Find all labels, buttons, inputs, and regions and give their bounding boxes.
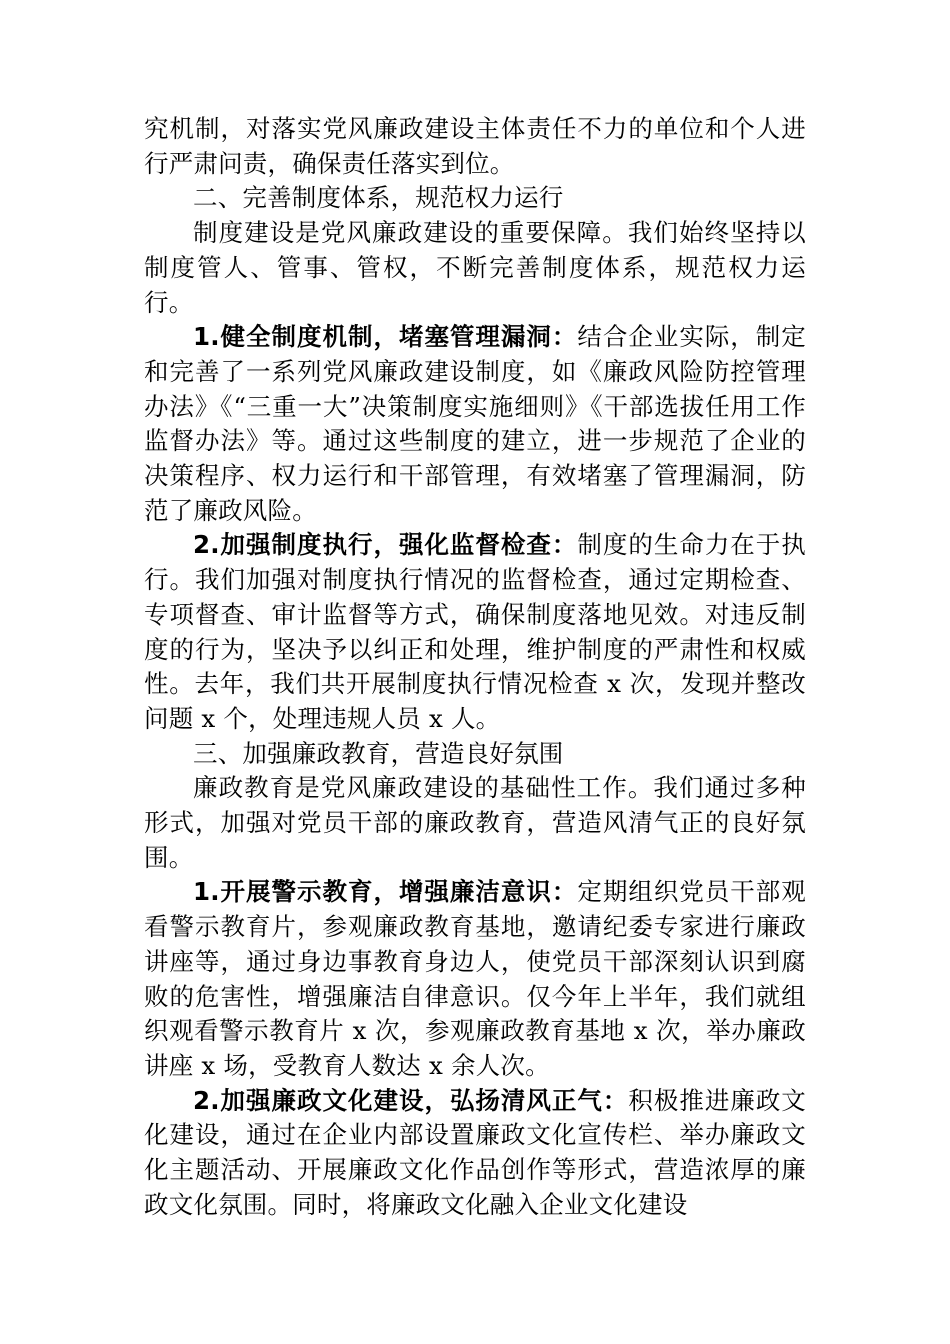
paragraph-system-item-2	[144, 528, 806, 736]
paragraph-text: 制度建设是党风廉政建设的重要保障。我们始终坚持以制度管人、管事、管权，不断完善制度体系，规范权力运行。	[144, 218, 806, 317]
heading-text: 二、完善制度体系，规范权力运行	[193, 183, 564, 213]
paragraph-text: 究机制，对落实党风廉政建设主体责任不力的单位和个人进行严肃问责，确保责任落实到位。	[144, 114, 806, 178]
paragraph-lead: 1.健全制度机制，堵塞管理漏洞：	[193, 322, 578, 352]
paragraph-education-intro	[144, 771, 806, 875]
section-heading-3	[144, 737, 806, 772]
paragraph-text: 制度的生命力在于执行。我们加强对制度执行情况的监督检查，通过定期检查、专项督查、审计监督等方式，确保制度落地见效。对违反制度的行为，坚决予以纠正和处理，维护制度的严肃性和权威性。去年，我们共开展制度执行情况检查 x 次，发现并整改问题 x 个，处理违规人员 x 人。	[144, 530, 806, 733]
paragraph-text: 定期组织党员干部观看警示教育片，参观廉政教育基地，邀请纪委专家进行廉政讲座等，通过身边事教育身边人，使党员干部深刻认识到腐败的危害性，增强廉洁自律意识。仅今年上半年，我们就组织观看警示教育片 x 次，参观廉政教育基地 x 次，举办廉政讲座 x 场，受教育人数达 x 余人次。	[144, 877, 806, 1080]
paragraph-text: 廉政教育是党风廉政建设的基础性工作。我们通过多种形式，加强对党员干部的廉政教育，营造风清气正的良好氛围。	[144, 773, 806, 872]
paragraph-lead: 2.加强制度执行，强化监督检查：	[193, 530, 578, 560]
paragraph-lead: 2.加强廉政文化建设，弘扬清风正气：	[193, 1085, 629, 1115]
paragraph-lead: 1.开展警示教育，增强廉洁意识：	[193, 877, 578, 907]
paragraph-education-item-2	[144, 1084, 806, 1223]
paragraph-text: 结合企业实际，制定和完善了一系列党风廉政建设制度，如《廉政风险防控管理办法》《“三重一大”决策制度实施细则》《干部选拔任用工作监督办法》等。通过这些制度的建立，进一步规范了企业的决策程序、权力运行和干部管理，有效堵塞了管理漏洞，防范了廉政风险。	[144, 322, 806, 525]
paragraph-accountability-continued	[144, 112, 806, 181]
heading-text: 三、加强廉政教育，营造良好氛围	[193, 738, 564, 768]
paragraph-education-item-1	[144, 875, 806, 1083]
paragraph-text: 积极推进廉政文化建设，通过在企业内部设置廉政文化宣传栏、举办廉政文化主题活动、开展廉政文化作品创作等形式，营造浓厚的廉政文化氛围。同时，将廉政文化融入企业文化建设	[144, 1085, 807, 1219]
document-page	[144, 112, 806, 1223]
section-heading-2	[144, 181, 806, 216]
paragraph-system-item-1	[144, 320, 806, 528]
paragraph-system-intro	[144, 216, 806, 320]
